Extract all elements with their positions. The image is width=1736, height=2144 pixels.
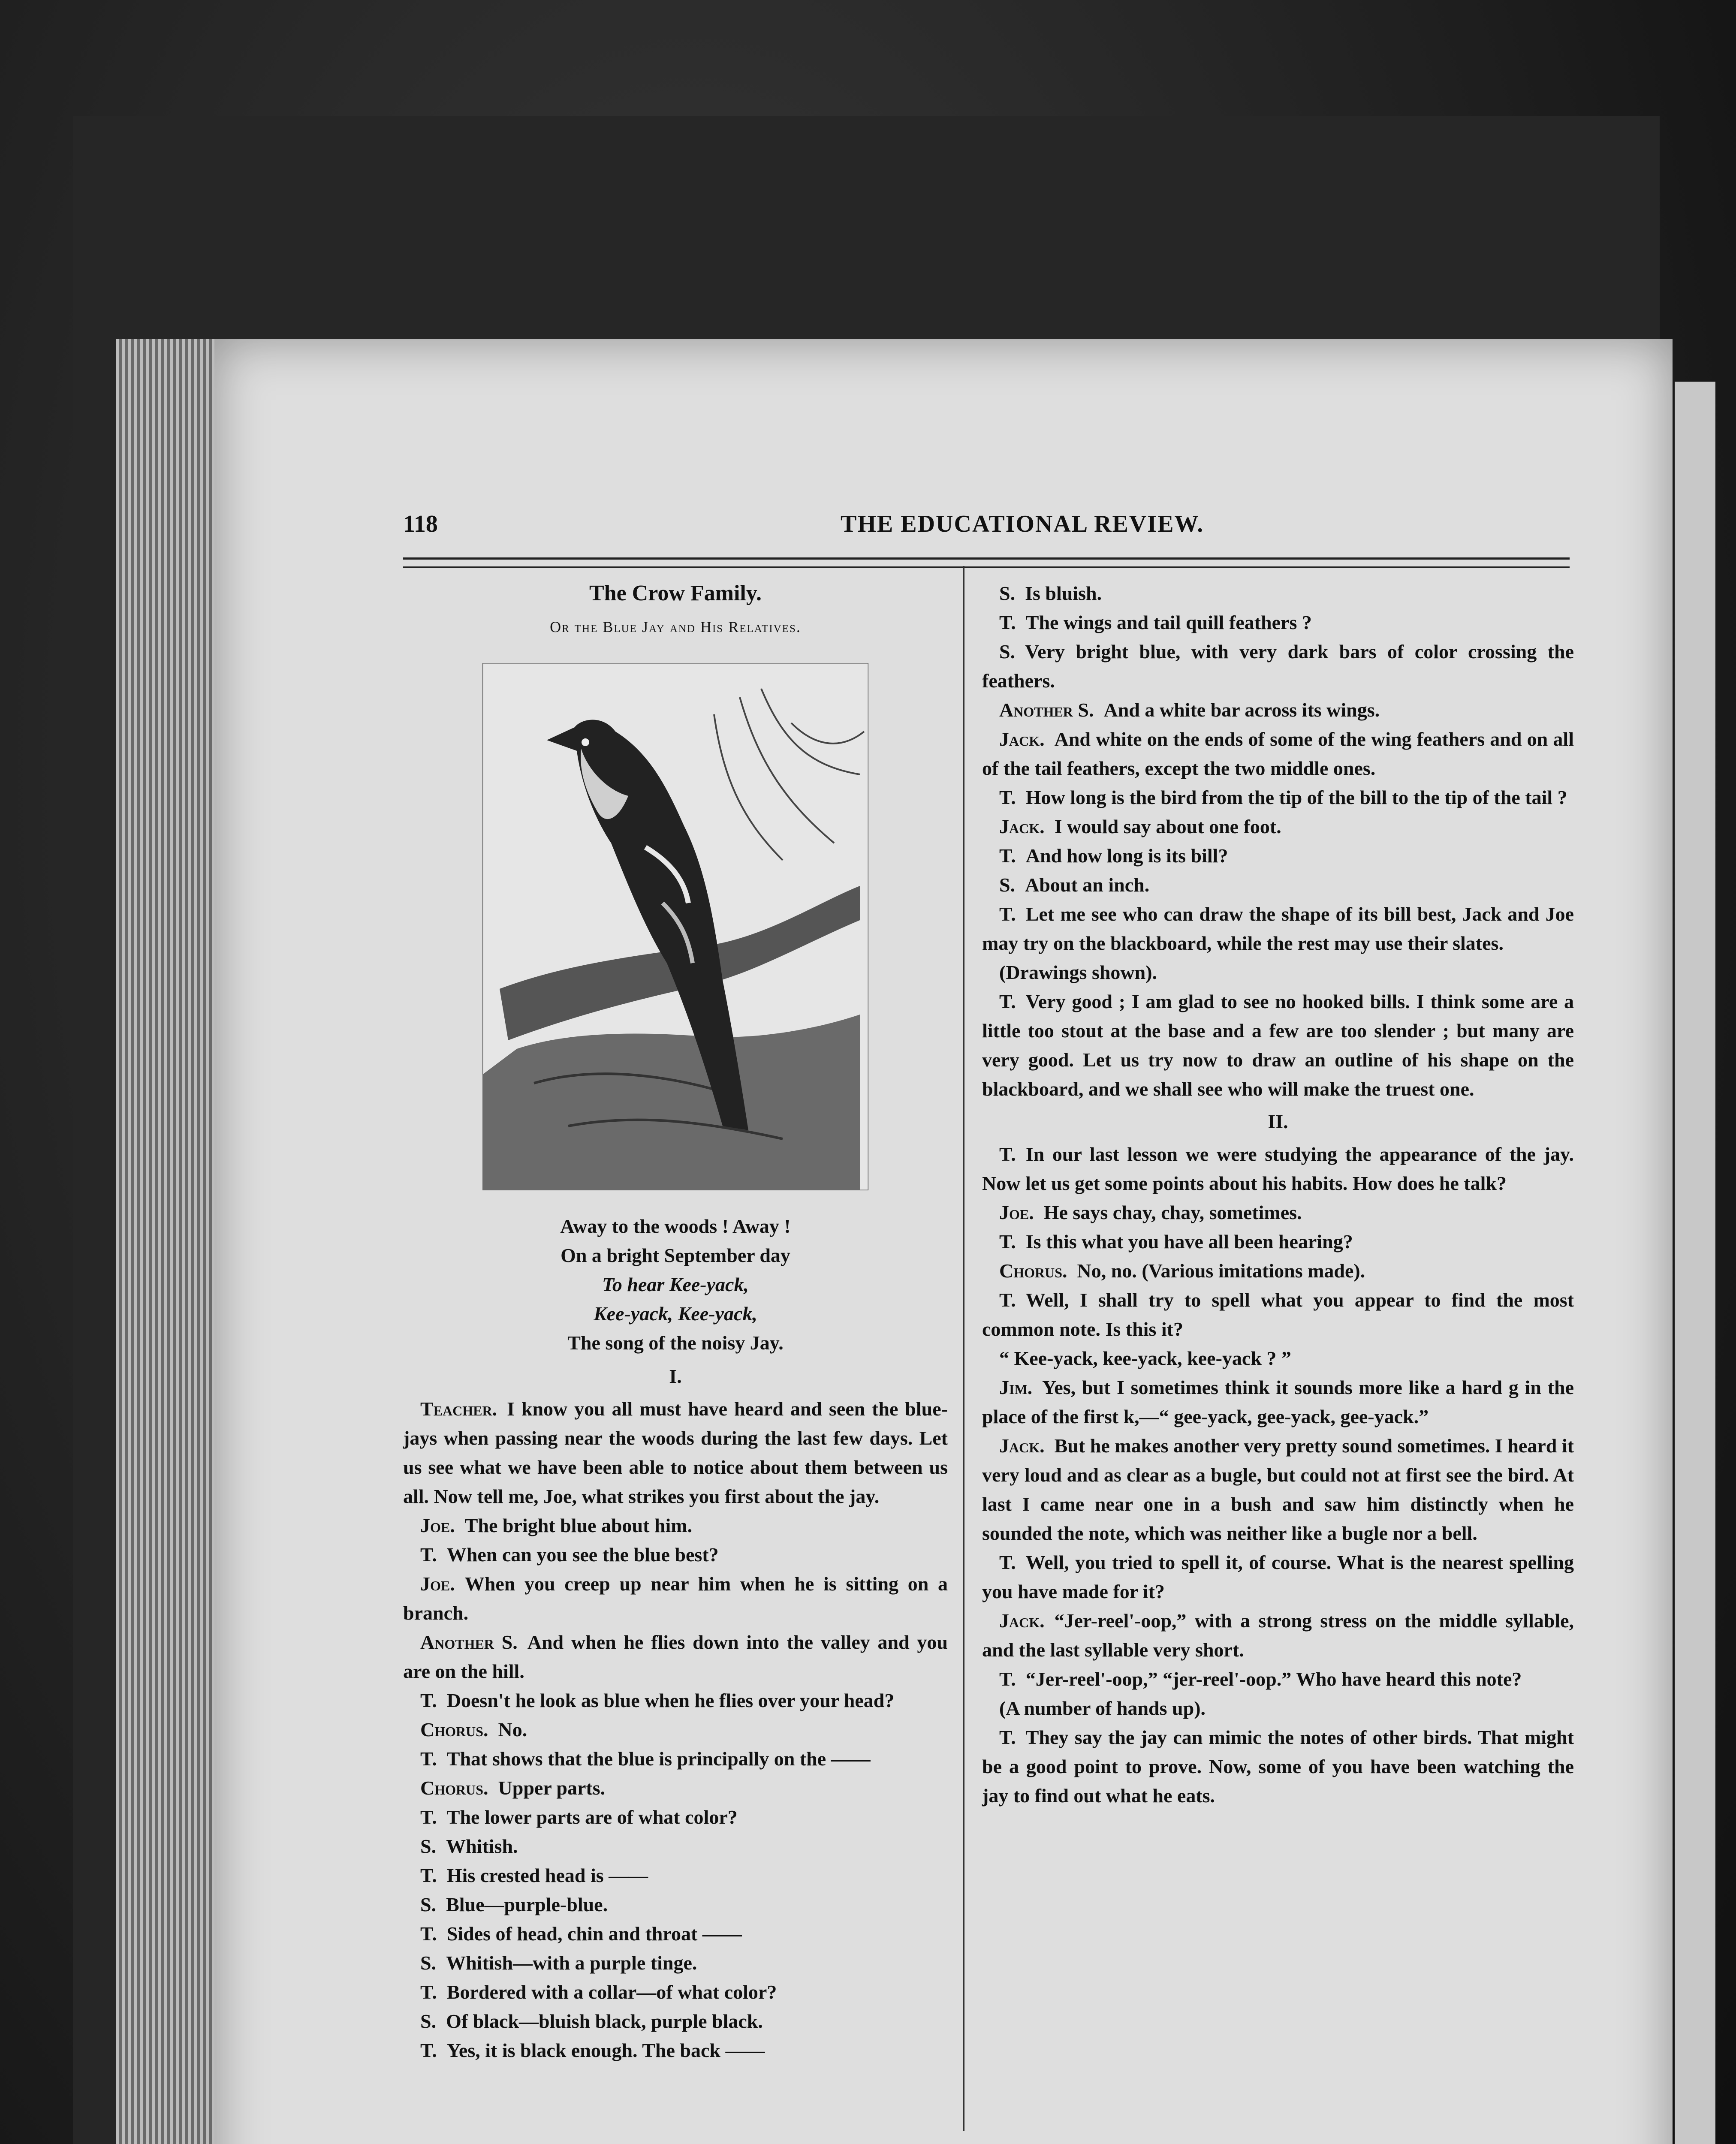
speaker-label: Jack. <box>999 1610 1045 1632</box>
dialogue-text: And how long is its bill? <box>1025 845 1228 867</box>
running-header <box>403 510 1570 545</box>
speaker-label: S. <box>999 582 1016 604</box>
speaker-label: S. <box>420 1952 437 1974</box>
speaker-label: S. <box>420 1894 437 1915</box>
dialogue-text: How long is the bird from the tip of the bill to the tip of the tail ? <box>1025 786 1567 808</box>
dialogue-text: In our last lesson we were studying the appearance of the jay. Now let us get some points about his habits. How does he talk? <box>982 1143 1574 1194</box>
dialogue-text: The bright blue about him. <box>464 1515 693 1536</box>
blue-jay-illustration <box>482 663 868 1190</box>
poem-line: The song of the noisy Jay. <box>567 1332 784 1354</box>
dialogue-paragraph <box>982 1694 1574 1723</box>
dialogue-text: And when he flies down into the valley and you are on the hill. <box>403 1631 948 1682</box>
dialogue-paragraph <box>982 1256 1574 1286</box>
speaker-label: T. <box>999 1551 1016 1573</box>
dialogue-paragraph <box>403 1628 948 1686</box>
dialogue-text: I know you all must have heard and seen the blue-jays when passing near the woods during the last few days. Let us see what we have been able to notice about them between us all. Now tell me, Joe, what strikes you first about the jay. <box>403 1398 948 1507</box>
right-column <box>982 579 1574 1810</box>
dialogue-text: Well, I shall try to spell what you appear to find the most common note. Is this it? <box>982 1289 1574 1340</box>
header-rule <box>403 557 1570 568</box>
dialogue-text: Upper parts. <box>498 1777 606 1799</box>
dialogue-text: When can you see the blue best? <box>446 1544 719 1566</box>
poem-line: Away to the woods ! Away ! <box>560 1215 791 1237</box>
dialogue-paragraph <box>403 1803 948 1832</box>
dialogue-paragraph <box>982 579 1574 608</box>
dialogue-paragraph <box>982 1286 1574 1344</box>
dialogue-text: Of black—bluish black, purple black. <box>446 2010 763 2032</box>
dialogue-paragraph <box>982 987 1574 1104</box>
column-divider <box>963 566 964 2131</box>
dialogue-text: (A number of hands up). <box>999 1697 1206 1719</box>
dialogue-paragraph <box>982 1344 1574 1373</box>
speaker-label: T. <box>420 1748 437 1770</box>
dialogue-text: “Jer-reel'-oop,” with a strong stress on the middle syllable, and the last syllable very short. <box>982 1610 1574 1661</box>
speaker-label: T. <box>420 1806 437 1828</box>
speaker-label: Jack. <box>999 816 1045 837</box>
dialogue-text: Is this what you have all been hearing? <box>1025 1231 1353 1253</box>
facing-page-edge <box>1675 382 1715 2144</box>
dialogue-paragraph <box>982 1373 1574 1431</box>
dialogue-text: The lower parts are of what color? <box>446 1806 738 1828</box>
poem <box>403 1212 948 1358</box>
speaker-label: T. <box>999 903 1016 925</box>
dialogue-text: No, no. (Various imitations made). <box>1077 1260 1365 1282</box>
dialogue-paragraph <box>403 1832 948 1861</box>
dialogue-text: He says chay, chay, sometimes. <box>1043 1201 1302 1223</box>
dialogue-paragraph <box>403 1774 948 1803</box>
dialogue-paragraph <box>403 1511 948 1540</box>
speaker-label: Joe. <box>420 1515 455 1536</box>
speaker-label: S. <box>420 1835 437 1857</box>
speaker-label: T. <box>999 845 1016 867</box>
speaker-label: Jack. <box>999 728 1045 750</box>
dialogue-paragraph <box>982 870 1574 900</box>
dialogue-paragraph <box>403 1744 948 1774</box>
dialogue-text: “ Kee-yack, kee-yack, kee-yack ? ” <box>999 1347 1291 1369</box>
dialogue-paragraph <box>982 1665 1574 1694</box>
speaker-label: S. <box>999 874 1016 896</box>
dialogue-text: Sides of head, chin and throat —— <box>446 1923 742 1945</box>
journal-title: THE EDUCATIONAL REVIEW. <box>841 511 1204 537</box>
blue-jay-engraving <box>482 663 868 1190</box>
speaker-label: T. <box>420 1923 437 1945</box>
dialogue-text: Yes, but I sometimes think it sounds more like a hard g in the place of the first k,—“ gee-yack, gee-yack, gee-yack.” <box>982 1376 1574 1427</box>
page-number: 118 <box>403 511 438 537</box>
dialogue-paragraph <box>982 637 1574 696</box>
dialogue-text: Very good ; I am glad to see no hooked bills. I think some are a little too stout at the base and a few are too slender ; but many are very good. Let us try now to draw an outline of his shape on the blackboard, and we shall see who will make the truest one. <box>982 991 1574 1100</box>
left-column <box>403 579 948 2065</box>
dialogue-paragraph <box>982 608 1574 637</box>
speaker-label: Joe. <box>999 1201 1034 1223</box>
dialogue-paragraph <box>403 2007 948 2036</box>
poem-line: To hear Kee-yack, <box>602 1274 749 1295</box>
speaker-label: Another S. <box>999 699 1094 721</box>
dialogue-paragraph <box>982 1140 1574 1198</box>
dialogue-paragraph <box>403 1948 948 1978</box>
dialogue-paragraph <box>403 1540 948 1569</box>
dialogue-text: Very bright blue, with very dark bars of color crossing the feathers. <box>982 641 1574 692</box>
dialogue-text: His crested head is —— <box>446 1864 648 1886</box>
speaker-label: S. <box>420 2010 437 2032</box>
dialogue-text: (Drawings shown). <box>999 961 1157 983</box>
dialogue-text: Let me see who can draw the shape of its bill best, Jack and Joe may try on the blackboard, while the rest may use their slates. <box>982 903 1574 954</box>
dialogue-text: Is bluish. <box>1025 582 1102 604</box>
speaker-label: Teacher. <box>420 1398 497 1420</box>
dialogue-paragraph <box>403 1978 948 2007</box>
speaker-label: Chorus. <box>420 1719 488 1740</box>
article-subtitle: Or the Blue Jay and His Relatives. <box>550 618 801 635</box>
dialogue-text: Blue—purple-blue. <box>446 1894 608 1915</box>
dialogue-paragraph <box>982 1198 1574 1227</box>
dialogue-paragraph <box>403 1569 948 1628</box>
dialogue-paragraph <box>982 1723 1574 1810</box>
dialogue-text: Doesn't he look as blue when he flies over your head? <box>446 1689 895 1711</box>
dialogue-text: But he makes another very pretty sound sometimes. I heard it very loud and as clear as a bugle, but could not at first see the bird. At last I came near one in a bush and saw him distinctly when he sounded the note, which was neither like a bugle nor a bell. <box>982 1435 1574 1544</box>
speaker-label: Chorus. <box>420 1777 488 1799</box>
dialogue-text: That shows that the blue is principally on the —— <box>446 1748 871 1770</box>
dialogue-paragraph <box>982 1431 1574 1548</box>
speaker-label: T. <box>420 1544 437 1566</box>
speaker-label: Chorus. <box>999 1260 1067 1282</box>
dialogue-paragraph <box>403 1686 948 1715</box>
speaker-label: T. <box>999 786 1016 808</box>
speaker-label: T. <box>420 2039 437 2061</box>
speaker-label: T. <box>999 991 1016 1012</box>
dialogue-paragraph <box>982 900 1574 958</box>
speaker-label: Jim. <box>999 1376 1033 1398</box>
dialogue-text: No. <box>498 1719 527 1740</box>
speaker-label: Jack. <box>999 1435 1045 1457</box>
speaker-label: T. <box>999 1143 1016 1165</box>
dialogue-paragraph <box>403 1890 948 1919</box>
left-dialogue <box>403 1394 948 2065</box>
right-dialogue-b <box>982 1140 1574 1810</box>
dialogue-paragraph <box>982 958 1574 987</box>
speaker-label: T. <box>999 611 1016 633</box>
speaker-label: Joe. <box>420 1573 455 1595</box>
dialogue-paragraph <box>403 1919 948 1948</box>
dialogue-text: Yes, it is black enough. The back —— <box>446 2039 765 2061</box>
dialogue-paragraph <box>982 1227 1574 1256</box>
dialogue-text: And a white bar across its wings. <box>1103 699 1380 721</box>
right-dialogue-a <box>982 579 1574 1104</box>
speaker-label: T. <box>420 1689 437 1711</box>
speaker-label: T. <box>999 1231 1016 1253</box>
dialogue-paragraph <box>982 1606 1574 1665</box>
dialogue-paragraph <box>982 1548 1574 1606</box>
dialogue-paragraph <box>982 812 1574 841</box>
dialogue-text: About an inch. <box>1025 874 1150 896</box>
dialogue-paragraph <box>403 1394 948 1511</box>
dialogue-text: I would say about one foot. <box>1054 816 1281 837</box>
dialogue-text: “Jer-reel'-oop,” “jer-reel'-oop.” Who have heard this note? <box>1025 1668 1522 1690</box>
speaker-label: T. <box>420 1864 437 1886</box>
speaker-label: T. <box>999 1289 1016 1311</box>
book-page <box>214 339 1673 2144</box>
dialogue-paragraph <box>982 783 1574 812</box>
speaker-label: S. <box>999 641 1016 662</box>
dialogue-paragraph <box>982 841 1574 870</box>
article-title: The Crow Family. <box>589 581 762 605</box>
dialogue-text: They say the jay can mimic the notes of other birds. That might be a good point to prove. Now, some of you have been watching the jay to find out what he eats. <box>982 1726 1574 1807</box>
poem-line: On a bright September day <box>561 1244 790 1266</box>
dialogue-paragraph <box>403 1715 948 1744</box>
dialogue-text: Whitish. <box>446 1835 518 1857</box>
section-heading-one: I. <box>669 1365 682 1387</box>
dialogue-text: Well, you tried to spell it, of course. What is the nearest spelling you have made for it? <box>982 1551 1574 1602</box>
dialogue-paragraph <box>982 725 1574 783</box>
speaker-label: T. <box>420 1981 437 2003</box>
dialogue-text: Bordered with a collar—of what color? <box>446 1981 777 2003</box>
dialogue-paragraph <box>982 696 1574 725</box>
speaker-label: T. <box>999 1726 1016 1748</box>
dialogue-text: When you creep up near him when he is sitting on a branch. <box>403 1573 948 1624</box>
dialogue-paragraph <box>403 1861 948 1890</box>
dialogue-text: And white on the ends of some of the wing feathers and on all of the tail feathers, except the two middle ones. <box>982 728 1574 779</box>
speaker-label: T. <box>999 1668 1016 1690</box>
dialogue-text: The wings and tail quill feathers ? <box>1025 611 1312 633</box>
speaker-label: Another S. <box>420 1631 518 1653</box>
section-heading-two: II. <box>1268 1111 1288 1132</box>
dialogue-text: Whitish—with a purple tinge. <box>446 1952 697 1974</box>
poem-line: Kee-yack, Kee-yack, <box>594 1303 757 1325</box>
dialogue-paragraph <box>403 2036 948 2065</box>
